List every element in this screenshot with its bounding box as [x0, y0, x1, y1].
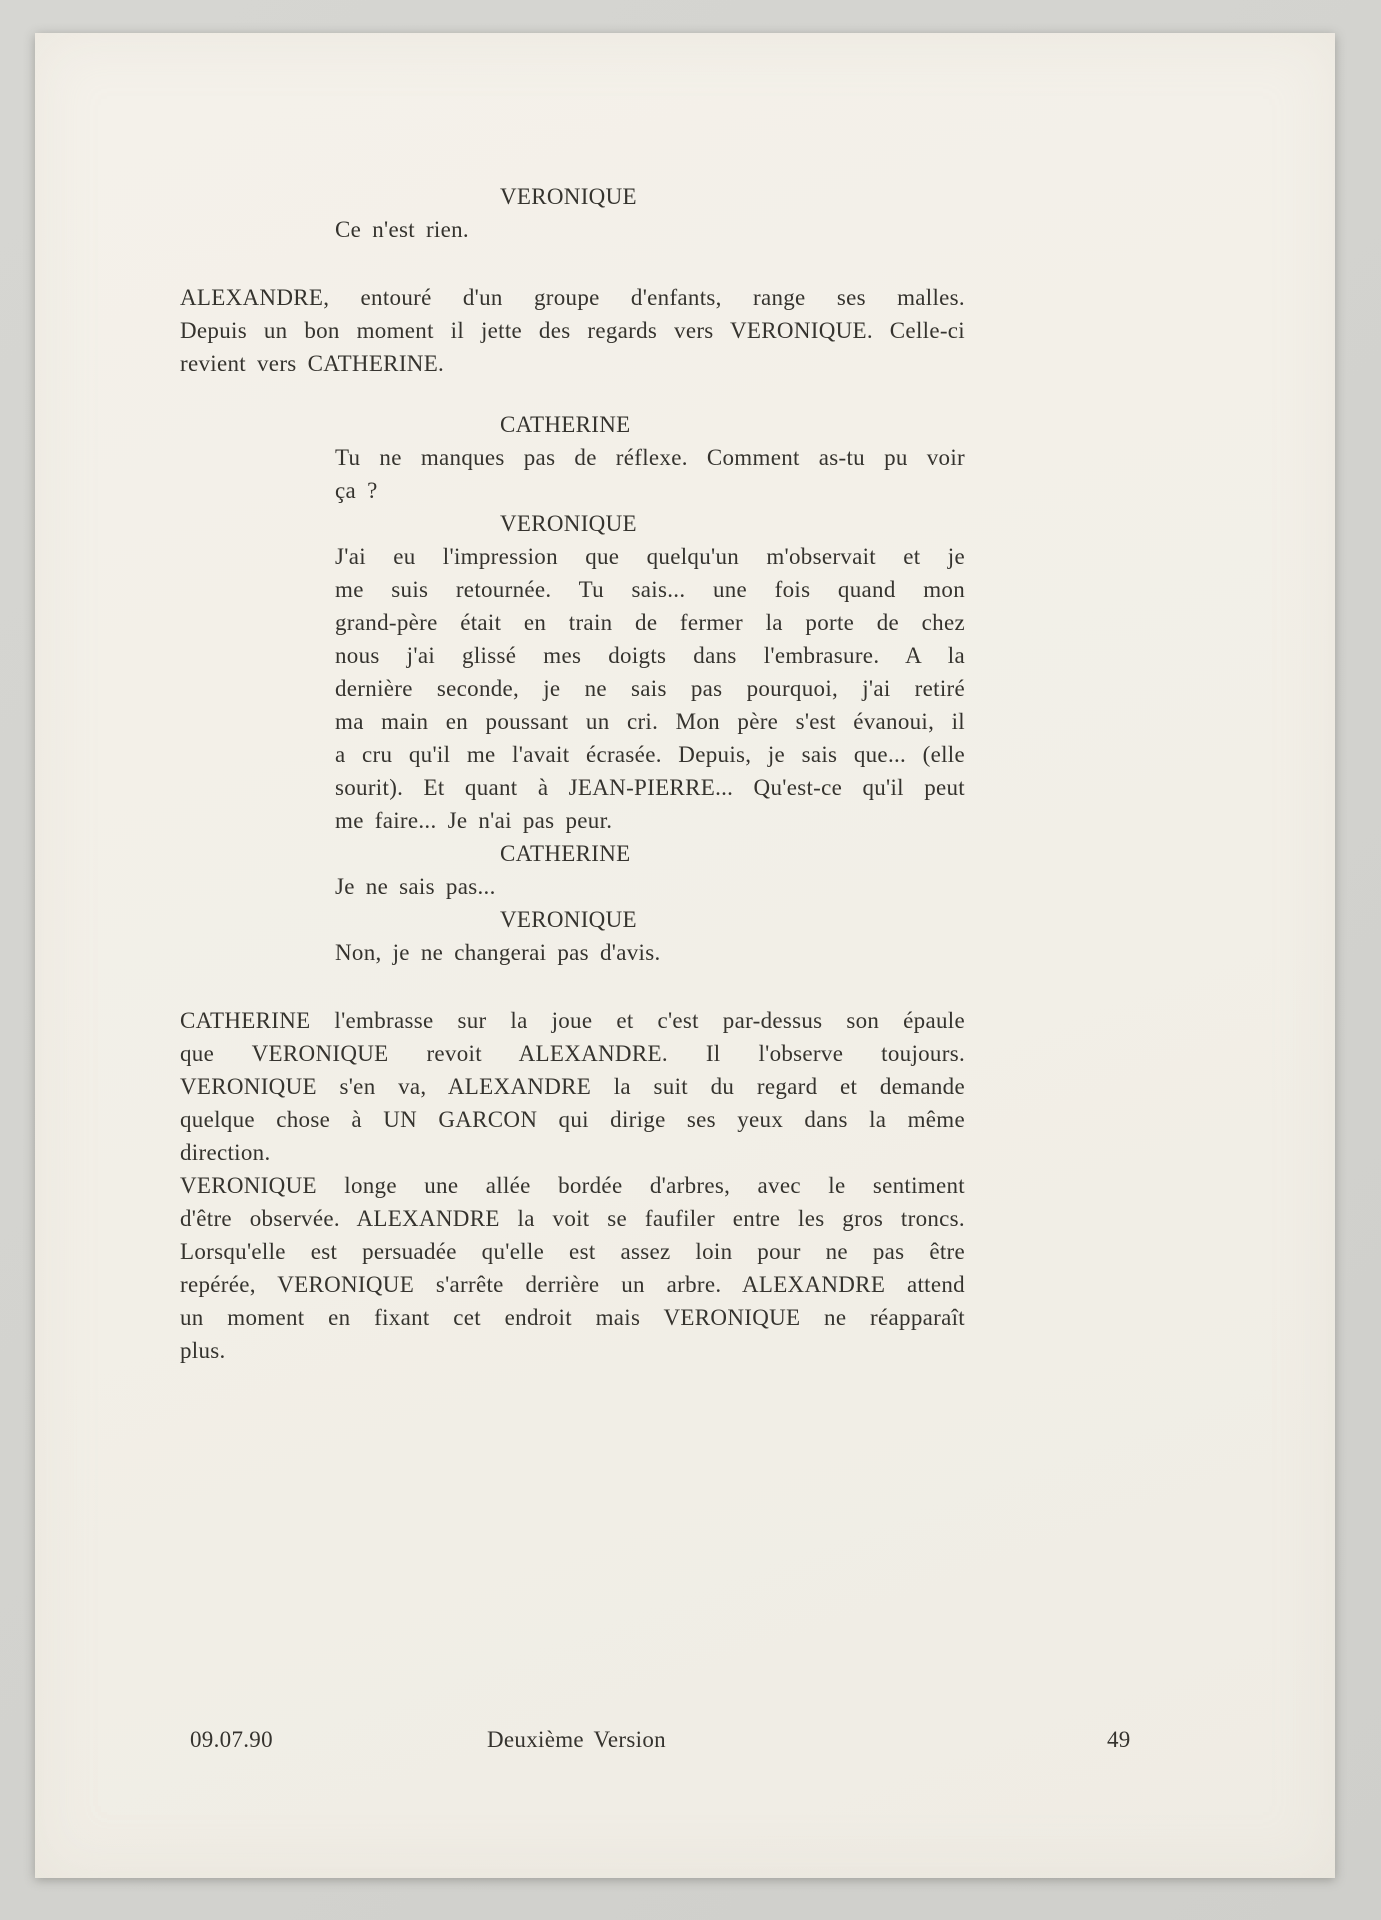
- footer-page-number: 49: [1107, 1727, 1131, 1752]
- dialogue-line: Je ne sais pas...: [335, 874, 496, 899]
- dialogue-line: a cru qu'il me l'avait écrasée. Depuis, je sais que... (elle: [335, 742, 965, 767]
- action-line: que VERONIQUE revoit ALEXANDRE. Il l'observe toujours.: [180, 1041, 965, 1066]
- character-cue: CATHERINE: [500, 412, 631, 437]
- action-block: [180, 1169, 965, 1367]
- dialogue-block: [335, 870, 965, 903]
- dialogue-block: [335, 540, 965, 837]
- action-block: [180, 281, 965, 380]
- action-line: repérée, VERONIQUE s'arrête derrière un arbre. ALEXANDRE attend: [180, 1272, 965, 1297]
- dialogue-line: Tu ne manques pas de réflexe. Comment as-tu pu voir: [335, 445, 965, 470]
- dialogue-line: Ce n'est rien.: [335, 217, 469, 242]
- action-line: plus.: [180, 1338, 226, 1363]
- dialogue-line: me suis retournée. Tu sais... une fois quand mon: [335, 577, 965, 602]
- character-cue: VERONIQUE: [500, 184, 637, 209]
- dialogue-line: sourit). Et quant à JEAN-PIERRE... Qu'est-ce qu'il peut: [335, 775, 965, 800]
- action-line: revient vers CATHERINE.: [180, 351, 445, 376]
- action-line: ALEXANDRE, entouré d'un groupe d'enfants, range ses malles.: [180, 285, 965, 310]
- footer-date: 09.07.90: [190, 1727, 273, 1752]
- footer-version-label: Deuxième Version: [487, 1727, 666, 1752]
- dialogue-line: nous j'ai glissé mes doigts dans l'embrasure. A la: [335, 643, 965, 668]
- dialogue-line: me faire... Je n'ai pas peur.: [335, 808, 613, 833]
- action-line: CATHERINE l'embrasse sur la joue et c'est par-dessus son épaule: [180, 1008, 965, 1033]
- dialogue-line: J'ai eu l'impression que quelqu'un m'observait et je: [335, 544, 965, 569]
- action-line: d'être observée. ALEXANDRE la voit se faufiler entre les gros troncs.: [180, 1206, 965, 1231]
- dialogue-block: [335, 936, 965, 969]
- character-cue: VERONIQUE: [500, 907, 637, 932]
- script-text: [180, 180, 965, 1367]
- action-line: Depuis un bon moment il jette des regards vers VERONIQUE. Celle-ci: [180, 318, 965, 343]
- dialogue-line: dernière seconde, je ne sais pas pourquoi, j'ai retiré: [335, 676, 965, 701]
- character-cue: VERONIQUE: [500, 511, 637, 536]
- dialogue-line: grand-père était en train de fermer la porte de chez: [335, 610, 965, 635]
- action-line: quelque chose à UN GARCON qui dirige ses yeux dans la même: [180, 1107, 965, 1132]
- action-line: VERONIQUE s'en va, ALEXANDRE la suit du regard et demande: [180, 1074, 965, 1099]
- action-line: un moment en fixant cet endroit mais VERONIQUE ne réapparaît: [180, 1305, 965, 1330]
- action-line: Lorsqu'elle est persuadée qu'elle est assez loin pour ne pas être: [180, 1239, 965, 1264]
- dialogue-line: ma main en poussant un cri. Mon père s'est évanoui, il: [335, 709, 965, 734]
- screenplay-page: [35, 33, 1335, 1878]
- action-block: [180, 1004, 965, 1169]
- dialogue-block: [335, 213, 965, 246]
- dialogue-block: [335, 441, 965, 507]
- dialogue-line: Non, je ne changerai pas d'avis.: [335, 940, 661, 965]
- action-line: direction.: [180, 1140, 271, 1165]
- action-line: VERONIQUE longe une allée bordée d'arbres, avec le sentiment: [180, 1173, 965, 1198]
- dialogue-line: ça ?: [335, 478, 378, 503]
- character-cue: CATHERINE: [500, 841, 631, 866]
